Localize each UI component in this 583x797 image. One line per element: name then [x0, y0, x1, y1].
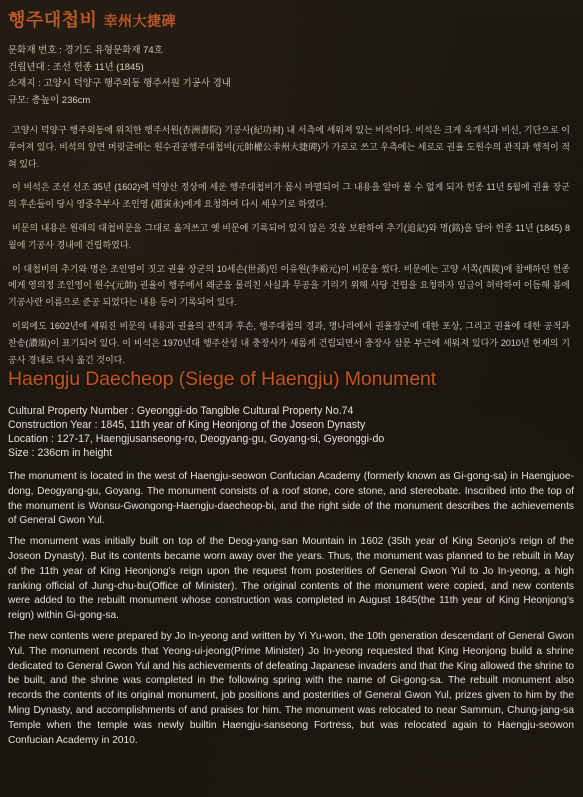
korean-paragraph: 고양시 덕양구 행주외동에 위치한 행주서원(杏洲書院) 기공사(紀功祠) 내 서측에 세워져 있는 비석이다. 비석은 크게 옥개석과 비신, 기단으로 이루어져 있다. 비석의 앞면 머릿글에는 원수권공행주대첩비(元帥權公幸州大捷碑)가 가로로 쓰고 우측에는 세로로 권율 도원수의 관직과 행적이 적혀 있다.	[8, 125, 570, 169]
korean-paragraph: 비문의 내용은 원래의 대첩비문을 그대로 옮겨쓰고 옛 비문에 기록되어 있지 않은 것을 보완하여 추기(追記)와 명(銘)을 달아 헌종 11년 (1845) 8월에 기공사 경내에 건립하였다.	[8, 222, 570, 250]
korean-title-text: 행주대첩비	[8, 10, 98, 30]
korean-description	[8, 122, 570, 375]
english-paragraph: The monument was initially built on top of the Deog-yang-san Mountain in 1602 (35th year of King Seonjo's reign of the Joseon Dynasty). But its contents became worn away over the years. Thus, the monument was planned to be rebuilt in May of the 11th year of King Heonjong's reign upon the request from posterities of General Gwon Yul to Jo In-yeong, a high ranking official of Jung-chu-bu(Office of Minister). The original contents of the monument were copied, and new contents were added to the rebuilt monument whose construction was completed in August 1845(the 11th year of King Heonjong's reign) within Gi-gong-sa.	[8, 536, 574, 622]
english-paragraph: The monument is located in the west of Haengju-seowon Confucian Academy (formerly known as Gi-gong-sa) in Haengjuoe-dong, Deogyang-gu, Goyang. The monument consists of a roof stone, core stone, and stereobate. Inscribed into the top of the monument is Wonsu-Gwongong-Haengju-daecheop-bi, and the right side of the monument describes the achievements of General Gwon Yul.	[8, 471, 574, 527]
english-meta-list	[8, 404, 573, 460]
korean-meta-location: 소재지 : 고양시 덕양구 행주외동 행주서원 기공사 경내	[8, 78, 232, 89]
korean-meta-list	[8, 43, 568, 109]
english-title: Haengju Daecheop (Siege of Haengju) Monument	[8, 368, 437, 390]
korean-meta-construction-year: 건립년대 : 조선 헌종 11년 (1845)	[8, 61, 144, 73]
korean-title-hanja: 幸州大捷碑	[103, 14, 176, 30]
korean-meta-property-number: 문화재 번호 : 경기도 유형문화재 74호	[8, 45, 163, 56]
english-meta-location: Location : 127-17, Haengjusanseong-ro, Deogyang-gu, Goyang-si, Gyeonggi-do	[8, 433, 385, 445]
english-description	[8, 470, 574, 754]
english-meta-construction-year: Construction Year : 1845, 11th year of King Heonjong of the Joseon Dynasty	[8, 419, 366, 431]
english-paragraph: The new contents were prepared by Jo In-yeong and written by Yi Yu-won, the 10th generation descendant of General Gwon Yul. The monument records that Yeong-ui-jeong(Prime Minister) Jo In-yeong requested that King Heonjong build a shrine dedicated to General Gwon Yul and his achievements of defeating Japanese invaders and that the King allowed the shrine to be built, and the shrine was completed in the following spring with the name of Gi-gong-sa. The rebuilt monument also records the contents of its original monument, job positions and posterities of General Gwon Yul, prizes given to him by the Ming Dynasty, and accomplishments of and praises for him. The monument was relocated to near Sammun, Chung-jang-sa Temple when the temple was newly builtin Haengju-sanseong Fortress, but was relocated again to Haengju-seowon Confucian Academy in 2010.	[8, 630, 574, 746]
korean-paragraph: 이외에도 1602년에 세워진 비문의 내용과 권율의 관직과 후손, 행주대첩의 경과, 명나라에서 권율장군에 대한 포상, 그리고 권율에 대한 공적과 찬송(讚頌)이 표기되어 있다. 이 비석은 1970년대 행주산성 내 충장사가 새롭게 건립되면서 충장사 삼문 부근에 세워져 있다가 2010년 현재의 기공사 경내로 다시 옮긴 것이다.	[8, 320, 570, 365]
korean-meta-size: 규모: 총높이 236cm	[8, 94, 91, 106]
korean-title	[8, 6, 176, 32]
english-meta-property-number: Cultural Property Number : Gyeonggi-do Tangible Cultural Property No.74	[8, 405, 354, 417]
korean-paragraph: 이 대첩비의 추기와 명은 조인영이 짓고 권율 장군의 10세손(世孫)인 이유원(李裕元)이 비문을 썼다. 비문에는 고양 서쪽(西陵)에 참배하던 헌종에게 영의정 조인영이 원수(元帥) 권율이 행주에서 왜군을 물리친 사실과 무공을 기리기 위해 사당 건립을 요청하자 임금이 허락하여 이듬해 봄에 기공사란 이름으로 준공 되었다는 내용 등이 기록되어 있다.	[8, 263, 570, 308]
english-meta-size: Size : 236cm in height	[8, 447, 113, 459]
korean-paragraph: 이 비석은 조선 선조 35년 (1602)에 덕양산 정상에 세운 행주대첩비가 몹시 마멸되어 그 내용을 알아 볼 수 없게 되자 헌종 11년 5월에 권율 장군의 후손들이 당시 영중추부사 조인영 (趙寅永)에게 요청하여 다시 세우기로 하였다.	[8, 182, 570, 210]
